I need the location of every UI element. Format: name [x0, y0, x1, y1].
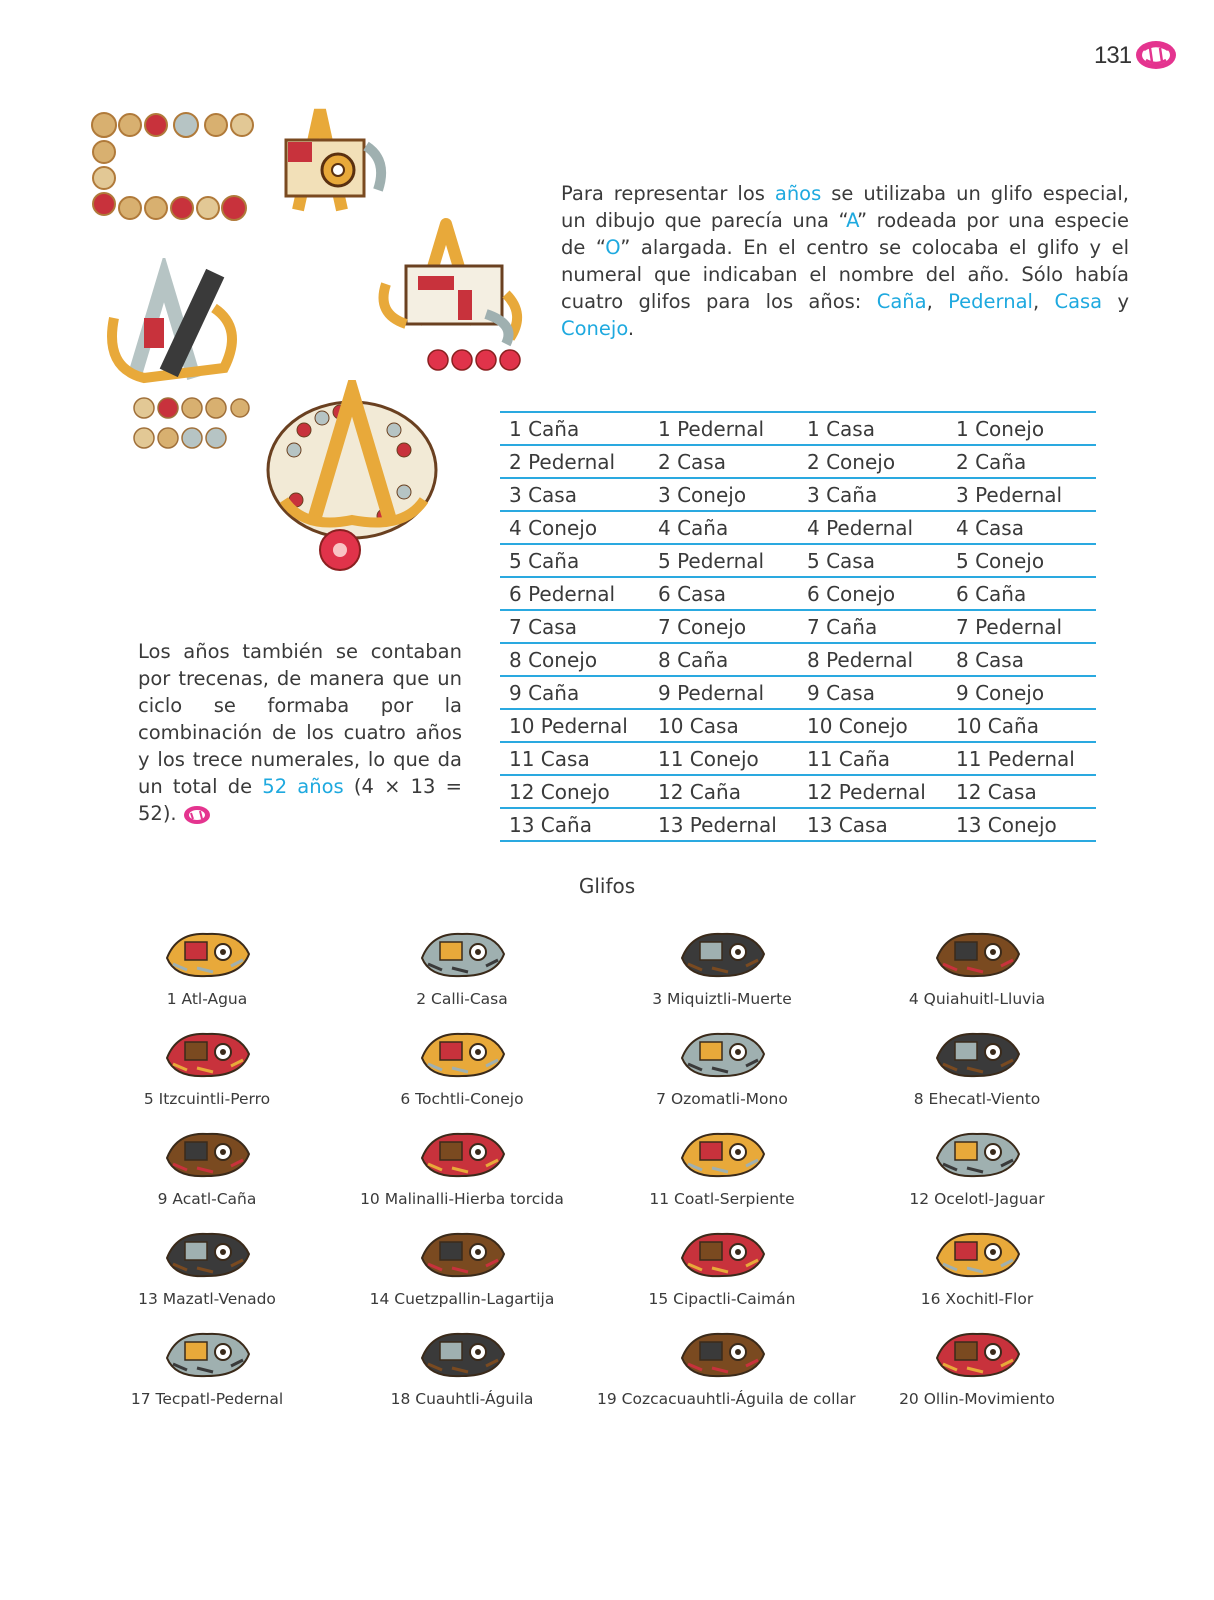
deer-glyph-icon: [157, 1224, 257, 1284]
table-cell: 7 Pedernal: [947, 610, 1096, 643]
table-cell: 4 Casa: [947, 511, 1096, 544]
glyph-item: [597, 1024, 847, 1108]
side-paragraph: Los años también se contaban por trecenas, de manera que un ciclo se formaba por la combinación de los cuatro años y los trece numerales, lo que da un total de 52 años (4 × 13 = 52).: [138, 640, 462, 825]
table-cell: 5 Conejo: [947, 544, 1096, 577]
table-cell: 13 Conejo: [947, 808, 1096, 841]
table-cell: 1 Pedernal: [649, 412, 798, 445]
table-cell: 4 Pedernal: [798, 511, 947, 544]
glyph-label: 2 Calli-Casa: [416, 990, 508, 1008]
flint-glyph-icon: [157, 1324, 257, 1384]
glyph-item: [82, 924, 332, 1008]
table-row: [500, 478, 1096, 511]
table-cell: 11 Caña: [798, 742, 947, 775]
glyph-item: [337, 1124, 587, 1208]
page-number: 131: [1094, 42, 1132, 69]
table-cell: 7 Casa: [500, 610, 649, 643]
table-cell: 9 Caña: [500, 676, 649, 709]
table-cell: 3 Pedernal: [947, 478, 1096, 511]
reed-glyph-icon: [157, 1124, 257, 1184]
glyph-item: [852, 924, 1102, 1008]
glyph-label: 14 Cuetzpallin-Lagartija: [369, 1290, 555, 1308]
glyph-item: [337, 1224, 587, 1308]
table-cell: 5 Casa: [798, 544, 947, 577]
table-row: [500, 742, 1096, 775]
glyph-item: [82, 1324, 332, 1408]
table-row: [500, 445, 1096, 478]
highlight-term: O: [605, 236, 621, 259]
table-cell: 6 Conejo: [798, 577, 947, 610]
glyph-item: [337, 1324, 587, 1408]
lizard-glyph-icon: [412, 1224, 512, 1284]
vulture-glyph-icon: [672, 1324, 772, 1384]
water-glyph-icon: [157, 924, 257, 984]
glyph-label: 10 Malinalli-Hierba torcida: [360, 1190, 564, 1208]
table-row: [500, 544, 1096, 577]
table-cell: 8 Caña: [649, 643, 798, 676]
highlight-term: Caña: [876, 290, 927, 313]
table-cell: 1 Caña: [500, 412, 649, 445]
glyph-label: 16 Xochitl-Flor: [920, 1290, 1034, 1308]
highlight-term: 52 años: [262, 775, 344, 798]
glyph-item: [597, 1224, 847, 1308]
table-row: [500, 808, 1096, 841]
glyph-label: 13 Mazatl-Venado: [138, 1290, 276, 1308]
table-cell: 10 Pedernal: [500, 709, 649, 742]
table-cell: 12 Caña: [649, 775, 798, 808]
glyph-label: 6 Tochtli-Conejo: [400, 1090, 524, 1108]
highlight-term: Casa: [1054, 290, 1103, 313]
glyph-label: 5 Itzcuintli-Perro: [143, 1090, 271, 1108]
glyphs-title: Glifos: [578, 874, 636, 898]
table-cell: 3 Conejo: [649, 478, 798, 511]
table-cell: 12 Casa: [947, 775, 1096, 808]
rain-glyph-icon: [927, 924, 1027, 984]
table-cell: 13 Casa: [798, 808, 947, 841]
glyph-item: [337, 924, 587, 1008]
flower-glyph-icon: [927, 1224, 1027, 1284]
table-cell: 4 Conejo: [500, 511, 649, 544]
table-row: [500, 412, 1096, 445]
glyph-item: [82, 1024, 332, 1108]
rabbit-glyph-icon: [412, 1024, 512, 1084]
glyph-item: [337, 1024, 587, 1108]
wind-glyph-icon: [927, 1024, 1027, 1084]
table-cell: 11 Casa: [500, 742, 649, 775]
table-cell: 5 Caña: [500, 544, 649, 577]
table-row: [500, 511, 1096, 544]
glyph-label: 19 Cozcacuauhtli-Águila de collar: [597, 1390, 856, 1408]
glyph-label: 17 Tecpatl-Pedernal: [130, 1390, 284, 1408]
table-row: [500, 709, 1096, 742]
table-row: [500, 610, 1096, 643]
movement-glyph-icon: [927, 1324, 1027, 1384]
death-glyph-icon: [672, 924, 772, 984]
glyph-label: 4 Quiahuitl-Lluvia: [908, 990, 1046, 1008]
years-table: [500, 411, 1096, 842]
table-cell: 11 Pedernal: [947, 742, 1096, 775]
table-cell: 13 Pedernal: [649, 808, 798, 841]
jaguar-glyph-icon: [927, 1124, 1027, 1184]
intro-paragraph: Para representar los años se utilizaba un glifo especial, un dibujo que parecía una “A” rodeada por una especie de “O” alargada. En el centro se colocaba el glifo y el numeral que indicaban el nombre del año. Sólo había cuatro glifos para los años: Caña, Pedernal, Casa y Conejo.: [561, 182, 1129, 340]
glyph-item: [597, 924, 847, 1008]
table-cell: 4 Caña: [649, 511, 798, 544]
table-cell: 8 Pedernal: [798, 643, 947, 676]
glyph-label: 11 Coatl-Serpiente: [649, 1190, 795, 1208]
table-cell: 10 Conejo: [798, 709, 947, 742]
table-cell: 3 Caña: [798, 478, 947, 511]
table-cell: 12 Pedernal: [798, 775, 947, 808]
table-cell: 10 Casa: [649, 709, 798, 742]
monkey-glyph-icon: [672, 1024, 772, 1084]
highlight-term: Pedernal: [948, 290, 1033, 313]
glyph-item: [852, 1224, 1102, 1308]
glyph-label: 7 Ozomatli-Mono: [656, 1090, 788, 1108]
year-glyph-conejo-icon: [264, 380, 440, 578]
year-glyph-pedernal-icon: [104, 258, 254, 458]
table-row: [500, 676, 1096, 709]
glyph-label: 1 Atl-Agua: [166, 990, 248, 1008]
glyph-label: 9 Acatl-Caña: [157, 1190, 257, 1208]
glyph-label: 8 Ehecatl-Viento: [913, 1090, 1041, 1108]
table-cell: 2 Pedernal: [500, 445, 649, 478]
glyph-label: 15 Cipactli-Caimán: [648, 1290, 796, 1308]
table-cell: 2 Conejo: [798, 445, 947, 478]
glyph-label: 3 Miquiztli-Muerte: [652, 990, 792, 1008]
table-row: [500, 643, 1096, 676]
table-cell: 3 Casa: [500, 478, 649, 511]
year-glyph-casa-icon: [376, 214, 536, 374]
table-cell: 10 Caña: [947, 709, 1096, 742]
glyph-label: 18 Cuauhtli-Águila: [390, 1390, 534, 1408]
serpent-glyph-icon: [672, 1124, 772, 1184]
glyph-item: [597, 1124, 847, 1208]
highlight-term: A: [846, 209, 858, 232]
table-cell: 6 Pedernal: [500, 577, 649, 610]
year-glyph-cana-icon: [88, 100, 408, 230]
codex-glyph-icon: [1134, 38, 1178, 72]
table-cell: 8 Conejo: [500, 643, 649, 676]
table-cell: 11 Conejo: [649, 742, 798, 775]
table-cell: 1 Casa: [798, 412, 947, 445]
table-cell: 2 Casa: [649, 445, 798, 478]
table-row: [500, 775, 1096, 808]
table-cell: 12 Conejo: [500, 775, 649, 808]
table-cell: 9 Conejo: [947, 676, 1096, 709]
highlight-term: años: [774, 182, 822, 205]
highlight-term: Conejo: [561, 317, 628, 340]
codex-glyph-icon: [183, 805, 211, 825]
glyph-item: [852, 1124, 1102, 1208]
glyph-label: 12 Ocelotl-Jaguar: [909, 1190, 1045, 1208]
glyph-item: [852, 1024, 1102, 1108]
table-cell: 8 Casa: [947, 643, 1096, 676]
table-row: [500, 577, 1096, 610]
table-cell: 6 Casa: [649, 577, 798, 610]
glyph-item: [82, 1224, 332, 1308]
table-cell: 7 Caña: [798, 610, 947, 643]
glyph-item: [597, 1324, 856, 1408]
table-cell: 9 Pedernal: [649, 676, 798, 709]
glyph-item: [852, 1324, 1102, 1408]
grass-glyph-icon: [412, 1124, 512, 1184]
eagle-glyph-icon: [412, 1324, 512, 1384]
glyph-item: [82, 1124, 332, 1208]
house-glyph-icon: [412, 924, 512, 984]
table-cell: 7 Conejo: [649, 610, 798, 643]
table-cell: 2 Caña: [947, 445, 1096, 478]
table-cell: 13 Caña: [500, 808, 649, 841]
dog-glyph-icon: [157, 1024, 257, 1084]
table-cell: 6 Caña: [947, 577, 1096, 610]
caiman-glyph-icon: [672, 1224, 772, 1284]
glyph-label: 20 Ollin-Movimiento: [899, 1390, 1055, 1408]
table-cell: 1 Conejo: [947, 412, 1096, 445]
table-cell: 9 Casa: [798, 676, 947, 709]
table-cell: 5 Pedernal: [649, 544, 798, 577]
